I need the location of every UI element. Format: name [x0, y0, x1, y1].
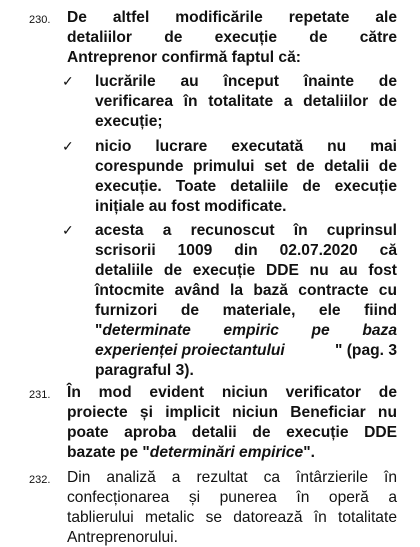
text-line-emphasis	[67, 443, 315, 462]
quote-mark: "	[95, 322, 103, 339]
text-line: proiecte și implicit niciun Beneficiar nu	[67, 404, 397, 421]
text-line: execuție;	[95, 113, 163, 130]
text-line: nicio lucrare executată nu mai	[95, 138, 397, 155]
text-line: lucrările au început înainte de	[95, 73, 397, 90]
text-line-emphasis	[95, 321, 397, 340]
text-line: poate aproba detalii de execuție DDE	[67, 424, 397, 441]
text-line: Antreprenor confirmă faptul că:	[67, 49, 301, 66]
text-line: execuție. Toate detaliile de execuție	[95, 178, 397, 195]
text-pre: bazate pe "	[67, 444, 150, 461]
text-post: ".	[303, 444, 315, 461]
text-tail: " (pag. 3	[335, 342, 397, 359]
paragraph-number: 230.	[29, 14, 51, 26]
emphasis-text: experienței proiectantului	[95, 342, 285, 359]
text-line: furnizori de materiale, ele fiind	[95, 302, 397, 319]
emphasis-word: baza	[362, 322, 397, 339]
text-line: corespunde primului set de detalii de	[95, 158, 397, 175]
text-line: detaliile de execuție DDE nu au fost	[95, 262, 397, 279]
text-line-emphasis	[95, 341, 397, 360]
text-line: Antreprenorului.	[67, 529, 178, 546]
emphasis-text: determinări empirice	[149, 444, 304, 461]
text-line: detaliilor de execuție de către	[67, 29, 397, 46]
emphasis-word: empiric	[223, 322, 279, 339]
checkmark-icon: ✓	[62, 73, 74, 89]
emphasis-word: pe	[311, 322, 330, 339]
text-line: De altfel modificările repetate ale	[67, 9, 397, 26]
emphasis-word: determinate	[102, 322, 191, 339]
paragraph-number: 232.	[29, 474, 51, 486]
checkmark-icon: ✓	[62, 138, 74, 154]
text-line: întocmite având la bază contracte cu	[95, 282, 397, 299]
text-line: paragraful 3).	[95, 362, 194, 379]
text-line: inițiale au fost modificate.	[95, 198, 287, 215]
text-line: scrisorii 1009 din 02.07.2020 că	[95, 242, 397, 259]
text-line: confecționarea și punerea în operă a	[67, 489, 397, 506]
text-line: acesta a recunoscut în cuprinsul	[95, 222, 397, 239]
paragraph-number: 231.	[29, 389, 51, 401]
text-line: Din analiză a rezultat ca întârzierile în	[67, 469, 397, 486]
text-line: În mod evident niciun verificator de	[67, 384, 397, 401]
text-line: tablierului metalic se datorează în totalitate	[67, 509, 397, 526]
text-line: verificarea în totalitate a detaliilor de	[95, 93, 397, 110]
checkmark-icon: ✓	[62, 222, 74, 238]
